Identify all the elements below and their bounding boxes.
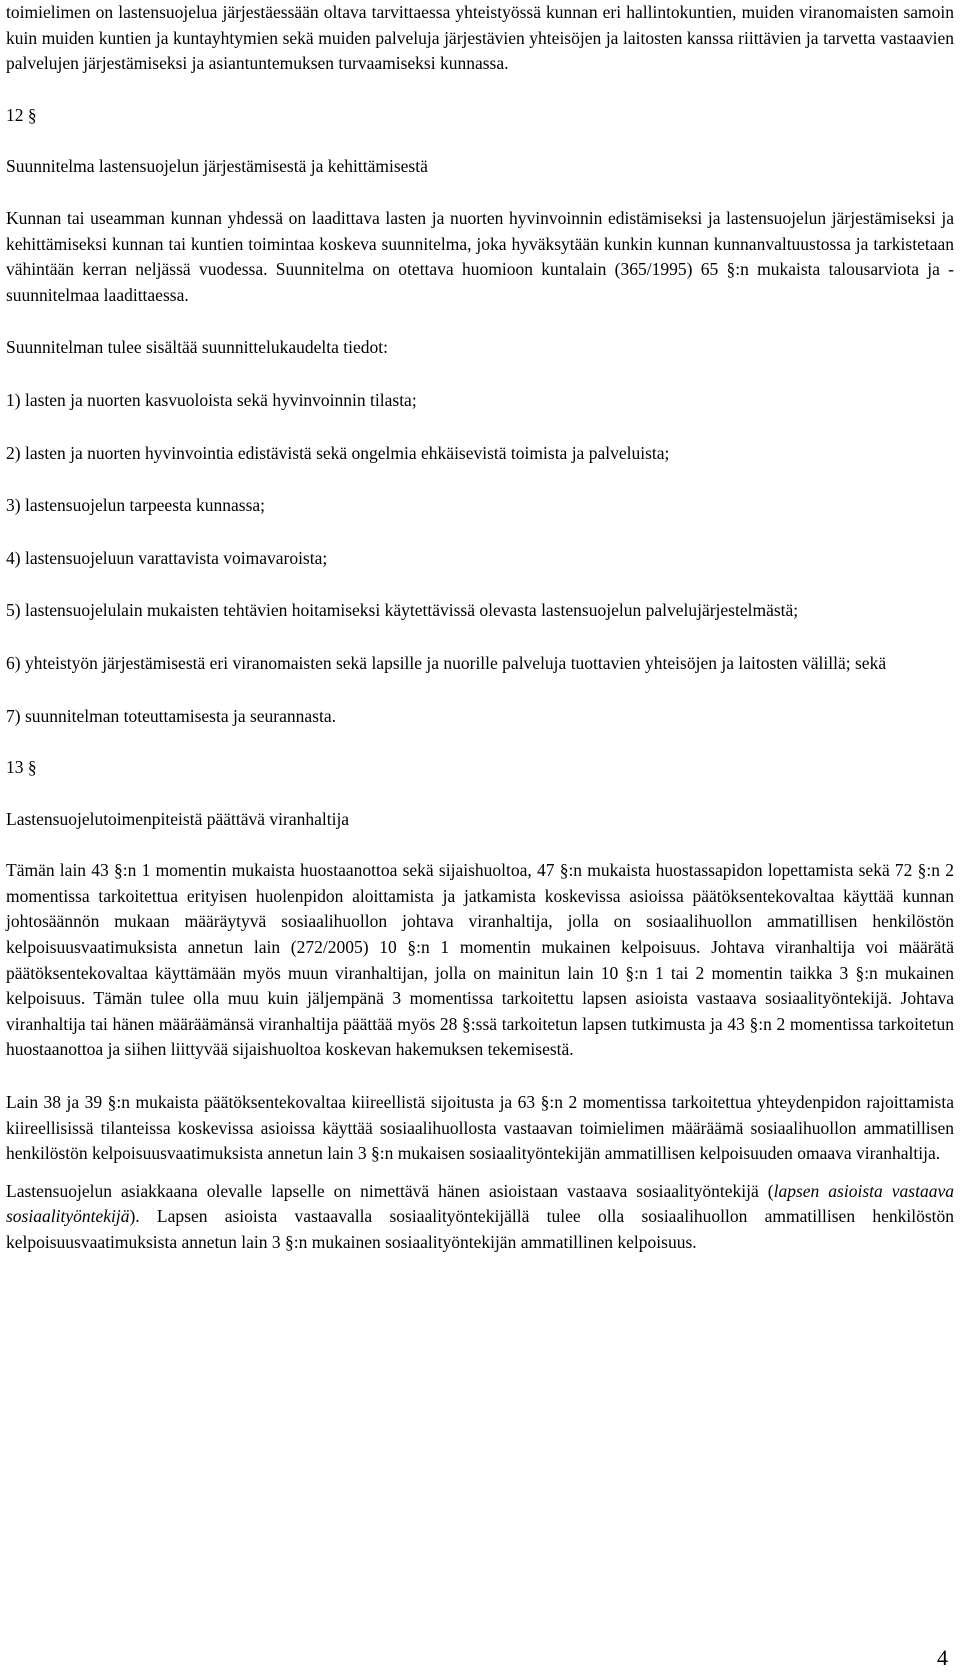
list-item-7: 7) suunnitelman toteuttamisesta ja seurannasta.: [6, 705, 336, 726]
page-number: 4: [937, 1645, 948, 1670]
list-item-2: 2) lasten ja nuorten hyvinvointia edistävistä sekä ongelmia ehkäisevistä toimista ja palveluista;: [6, 442, 670, 463]
section-12-paragraph-1: Kunnan tai useamman kunnan yhdessä on laadittava lasten ja nuorten hyvinvoinnin edistämiseksi ja lastensuojelun järjestämiseksi ja kehittämiseksi kunnan tai kuntien toimintaa koskeva suunnitelma, joka hyväksytään kunkin kunnan kunnanvaltuustossa ja tarkistetaan vähintään kerran neljässä vuodessa. Suunnitelma on otettava huomioon kuntalain (365/1995) 65 §:n mukaista talousarviota ja -suunnitelmaa laadittaessa.: [6, 207, 954, 305]
intro-paragraph: toimielimen on lastensuojelua järjestäessään oltava tarvittaessa yhteistyössä kunnan eri hallintokuntien, muiden viranomaisten samoin kuin muiden kuntien ja kuntayhtymien sekä muiden palveluja järjestävien yhteisöjen ja laitosten kanssa riittävien ja tarvetta vastaavien palvelujen järjestämiseksi ja asiantuntemuksen turvaamiseksi kunnassa.: [6, 2, 954, 74]
section-13-title: Lastensuojelutoimenpiteistä päättävä viranhaltija: [6, 808, 350, 829]
section-13-paragraph-2: Lain 38 ja 39 §:n mukaista päätöksentekovaltaa kiireellistä sijoitusta ja 63 §:n 2 momentissa tarkoitettua yhteydenpidon rajoittamista kiireellisissä tilanteissa koskevissa asioissa käyttää sosiaalihuollosta vastaavan toimielimen määräämä sosiaalihuollon ammatillisen henkilöstön kelpoisuusvaatimuksista annetun lain 3 §:n mukaisen sosiaalityöntekijän ammatillisen kelpoisuuden omaava viranhaltija.: [6, 1092, 954, 1164]
list-item-3: 3) lastensuojelun tarpeesta kunnassa;: [6, 495, 266, 516]
paragraph-3-start: Lastensuojelun asiakkaana olevalle lapselle on nimettävä hänen asioistaan vastaava sosiaalityöntekijä (: [6, 1180, 774, 1201]
paragraph-3-italic-term: lapsen asioista vastaava sosiaalityöntekijä: [6, 1180, 954, 1227]
section-13-paragraph-3: [6, 1179, 954, 1256]
list-item-6: 6) yhteistyön järjestämisestä eri viranomaisten sekä lapsille ja nuorille palveluja tuottavien yhteisöjen ja laitosten välillä; sekä: [6, 652, 887, 673]
list-item-1: 1) lasten ja nuorten kasvuoloista sekä hyvinvoinnin tilasta;: [6, 389, 417, 410]
section-12-number: 12 §: [6, 104, 37, 125]
section-13-paragraph-1: Tämän lain 43 §:n 1 momentin mukaista huostaanottoa sekä sijaishuoltoa, 47 §:n mukaista huostassapidon lopettamista sekä 72 §:n 2 momentissa tarkoitettua erityisen huolenpidon aloittamista ja jatkamista koskevissa asioissa päätöksentekovaltaa käyttää kunnan johtosäännön mukaan määräytyvä sosiaalihuollon johtava viranhaltija, jolla on sosiaalihuollon ammatillisen henkilöstön kelpoisuusvaatimuksista annetun lain (272/2005) 10 §:n 1 momentin mukainen kelpoisuus. Johtava viranhaltija voi määrätä päätöksentekovaltaa käyttämään myös muun viranhaltijan, jolla on mainitun lain 10 §:n 1 tai 2 momentin taikka 3 §:n mukainen kelpoisuus. Tämän tulee olla muu kuin jäljempänä 3 momentissa tarkoitettu lapsen asioista vastaava sosiaalityöntekijä. Johtava viranhaltija tai hänen määräämänsä viranhaltija päättää myös 28 §:ssä tarkoitetun lapsen tutkimusta ja 43 §:n 2 momentissa tarkoitetun huostaanottoa ja siihen liittyvää sijaishuoltoa koskevan hakemuksen tekemisestä.: [6, 860, 954, 1060]
paragraph-3-end: ). Lapsen asioista vastaavalla sosiaalityöntekijällä tulee olla sosiaalihuollon ammatillisen henkilöstön kelpoisuusvaatimuksista annetun lain 3 §:n mukainen sosiaalityöntekijän ammatillinen kelpoisuus.: [6, 1206, 954, 1252]
section-13-number: 13 §: [6, 757, 37, 778]
section-12-list-intro: Suunnitelman tulee sisältää suunnittelukaudelta tiedot:: [6, 337, 389, 358]
document-page: [6, 0, 954, 1256]
list-item-5: 5) lastensuojelulain mukaisten tehtävien hoitamiseksi käytettävissä olevasta lastensuojelun palvelujärjestelmästä;: [6, 600, 799, 621]
section-12-title: Suunnitelma lastensuojelun järjestämisestä ja kehittämisestä: [6, 156, 428, 177]
list-item-4: 4) lastensuojeluun varattavista voimavaroista;: [6, 547, 328, 568]
